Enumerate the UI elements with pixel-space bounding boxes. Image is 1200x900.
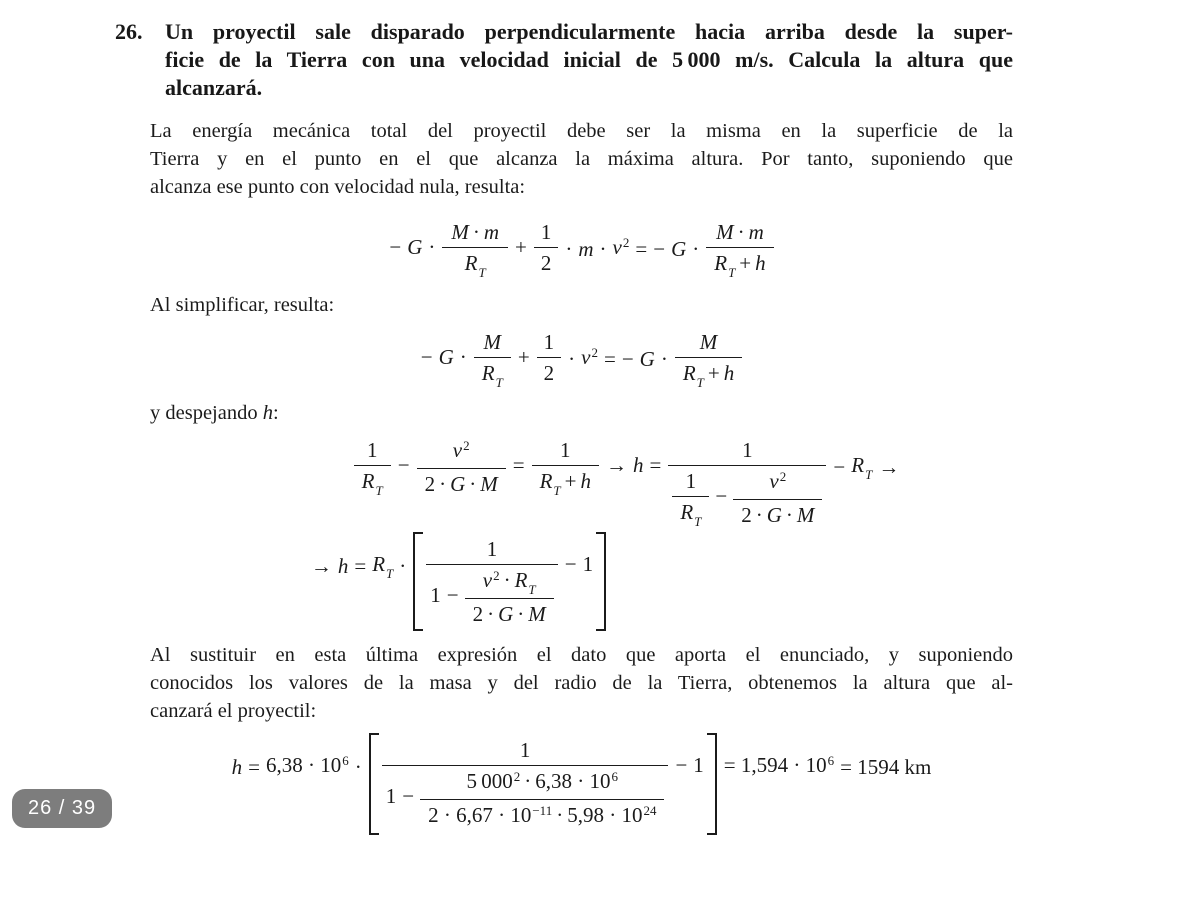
math-expression bbox=[389, 219, 435, 260]
math-symbol: 2 bbox=[472, 602, 484, 626]
numerator: 1 bbox=[382, 737, 669, 766]
math-expression bbox=[421, 329, 467, 370]
math-subscript: T bbox=[696, 375, 704, 390]
math-subscript: T bbox=[694, 514, 702, 529]
denominator bbox=[382, 766, 669, 831]
arrow-symbol: → bbox=[606, 453, 627, 477]
fraction bbox=[474, 329, 511, 389]
fraction bbox=[465, 567, 554, 627]
math-symbol: − bbox=[446, 583, 459, 607]
math-symbol bbox=[613, 234, 630, 263]
paragraph-line: Al sustituir en esta última expresión el dato que aporta el enunciado, y suponiendo bbox=[150, 644, 1013, 666]
equation-simplified bbox=[150, 329, 1013, 389]
fraction bbox=[354, 437, 391, 497]
math-symbol: R bbox=[714, 251, 728, 275]
denominator bbox=[706, 248, 773, 279]
fraction bbox=[675, 329, 742, 389]
math-subscript: T bbox=[865, 467, 873, 482]
fraction bbox=[534, 219, 559, 276]
math-symbol: M bbox=[528, 602, 546, 626]
math-number: 5,98 · 10 bbox=[567, 803, 643, 827]
math-symbol: G bbox=[766, 503, 782, 527]
math-symbol: R bbox=[514, 568, 528, 592]
denominator: 2 bbox=[540, 251, 552, 275]
math-symbol: · bbox=[599, 236, 607, 261]
math-number bbox=[428, 802, 552, 831]
math-symbol: = bbox=[635, 236, 648, 261]
solution-body bbox=[150, 117, 1013, 835]
math-superscript: 24 bbox=[643, 803, 657, 818]
math-symbol: + bbox=[517, 345, 530, 369]
paragraph-line: La energía mecánica total del proyectil debe ser la misma en la superficie de la bbox=[150, 120, 1013, 142]
math-symbol: G bbox=[671, 236, 687, 261]
math-symbol bbox=[372, 551, 393, 580]
left-bracket bbox=[413, 532, 423, 631]
math-superscript: 2 bbox=[493, 568, 500, 583]
math-symbol: · bbox=[737, 220, 745, 244]
math-subscript: T bbox=[528, 582, 536, 597]
solution-paragraph bbox=[150, 117, 1013, 201]
math-symbol: − bbox=[402, 784, 415, 808]
page-indicator-badge: 26 / 39 bbox=[12, 789, 112, 828]
math-symbol bbox=[714, 250, 735, 279]
label-text: : bbox=[272, 402, 279, 424]
paragraph-line: conocidos los valores de la masa y del radio de la Tierra, obtenemos la altura que al- bbox=[150, 672, 1013, 694]
paragraph-line: Tierra y en el punto en el que alcanza la máxima altura. Por tanto, suponiendo que bbox=[150, 148, 1013, 170]
math-symbol: · bbox=[439, 472, 447, 496]
numerator bbox=[465, 567, 554, 599]
fraction bbox=[532, 437, 599, 497]
math-symbol bbox=[483, 567, 500, 596]
math-symbol: h bbox=[337, 553, 349, 578]
math-symbol: R bbox=[481, 361, 495, 385]
math-expression bbox=[833, 437, 899, 481]
math-symbol: · bbox=[524, 769, 532, 793]
math-superscript: 6 bbox=[342, 753, 349, 768]
bracket-content bbox=[379, 733, 707, 835]
math-symbol: M bbox=[699, 330, 718, 354]
math-symbol: v bbox=[612, 235, 622, 259]
fraction bbox=[420, 768, 664, 831]
math-symbol: − bbox=[420, 345, 433, 369]
math-number: 5 000 bbox=[466, 769, 513, 793]
math-subscript: T bbox=[375, 483, 383, 498]
math-symbol: · bbox=[785, 503, 793, 527]
math-number bbox=[266, 752, 349, 781]
math-symbol: v bbox=[581, 345, 591, 369]
left-bracket bbox=[369, 733, 379, 835]
math-symbol bbox=[851, 452, 872, 481]
denominator bbox=[420, 800, 664, 831]
math-number bbox=[724, 752, 834, 781]
math-symbol: G bbox=[498, 602, 514, 626]
math-symbol: 1 bbox=[430, 583, 441, 607]
numerator: 1 bbox=[672, 468, 709, 497]
arrow-symbol: → bbox=[310, 553, 332, 578]
math-superscript: 6 bbox=[827, 753, 835, 768]
denominator bbox=[426, 565, 558, 627]
math-symbol: h bbox=[262, 402, 273, 424]
label-text: y despejando bbox=[150, 402, 258, 424]
fraction bbox=[537, 329, 562, 386]
math-symbol: M bbox=[716, 220, 734, 244]
denominator bbox=[668, 466, 826, 528]
math-symbol: M bbox=[796, 503, 815, 527]
math-symbol: G bbox=[450, 472, 466, 496]
denominator bbox=[532, 466, 599, 497]
math-symbol: · bbox=[755, 503, 763, 527]
math-symbol: v bbox=[452, 438, 463, 462]
math-expression bbox=[518, 329, 530, 370]
math-symbol: 1 bbox=[693, 753, 704, 777]
statement-line: Un proyectil sale disparado perpendicularmente hacia arriba desde la super- bbox=[165, 19, 1013, 44]
numerator: 1 bbox=[537, 329, 562, 358]
math-superscript: 6 bbox=[611, 769, 618, 784]
math-symbol: v bbox=[769, 469, 779, 493]
math-symbol: = bbox=[649, 453, 662, 477]
denominator bbox=[733, 500, 822, 528]
math-symbol: h bbox=[755, 251, 766, 275]
math-symbol: h bbox=[231, 754, 243, 779]
math-symbol: G bbox=[407, 235, 423, 259]
math-symbol: R bbox=[464, 251, 478, 275]
equation-energy-conservation bbox=[150, 219, 1013, 279]
denominator bbox=[442, 248, 508, 279]
math-symbol: R bbox=[682, 361, 696, 385]
math-symbol: − bbox=[675, 753, 688, 777]
math-expression bbox=[515, 219, 527, 260]
math-symbol bbox=[683, 360, 704, 389]
math-symbol bbox=[581, 344, 598, 373]
math-number: = 1594 km bbox=[840, 754, 932, 779]
math-symbol: · bbox=[428, 235, 436, 259]
math-expression bbox=[386, 768, 414, 809]
math-symbol bbox=[453, 437, 470, 466]
math-symbol: h bbox=[580, 469, 591, 493]
math-symbol: R bbox=[539, 469, 553, 493]
math-expression bbox=[311, 536, 406, 580]
math-symbol: h bbox=[633, 453, 644, 477]
math-expression bbox=[724, 737, 932, 781]
numerator: 1 bbox=[668, 437, 826, 466]
math-symbol: · bbox=[568, 346, 576, 371]
math-symbol: + bbox=[739, 251, 752, 275]
math-subscript: T bbox=[386, 566, 394, 581]
statement-line: ficie de la Tierra con una velocidad inicial de 5 000 m/s. Calcula la altura que bbox=[165, 47, 1013, 72]
math-symbol: − bbox=[397, 453, 410, 477]
numerator: 1 bbox=[532, 437, 599, 466]
math-symbol: 2 bbox=[741, 503, 752, 527]
bracket-group bbox=[369, 733, 717, 835]
math-number: 6,38 · 10 bbox=[266, 753, 342, 777]
math-symbol: · bbox=[692, 236, 700, 261]
math-symbol bbox=[515, 567, 536, 596]
math-symbol: − bbox=[621, 346, 634, 371]
fraction bbox=[733, 468, 822, 528]
problem-statement bbox=[115, 18, 1013, 102]
numerator: 1 bbox=[426, 536, 558, 565]
math-symbol: = bbox=[354, 553, 367, 578]
math-symbol: · bbox=[556, 803, 564, 827]
numerator bbox=[733, 468, 822, 500]
math-symbol: + bbox=[707, 361, 720, 385]
math-symbol: M bbox=[483, 330, 502, 354]
math-symbol: 2 bbox=[424, 472, 436, 496]
math-symbol: 1 bbox=[582, 552, 594, 576]
bracket-content bbox=[423, 532, 596, 631]
right-bracket bbox=[707, 733, 717, 835]
paragraph-line: canzará el proyectil: bbox=[150, 700, 317, 722]
big-fraction bbox=[426, 536, 558, 627]
math-expression bbox=[565, 219, 699, 263]
math-expression bbox=[232, 737, 362, 781]
math-symbol: · bbox=[472, 220, 480, 244]
math-symbol: M bbox=[451, 220, 469, 244]
math-symbol: · bbox=[459, 345, 467, 369]
math-superscript: 2 bbox=[463, 438, 470, 453]
math-symbol: · bbox=[469, 472, 477, 496]
math-symbol: R bbox=[372, 552, 386, 576]
math-symbol: R bbox=[851, 453, 865, 477]
math-symbol: + bbox=[515, 235, 527, 259]
math-symbol: h bbox=[723, 361, 735, 385]
math-symbol: = bbox=[512, 453, 525, 477]
numerator bbox=[442, 219, 508, 248]
math-symbol: − bbox=[833, 454, 846, 479]
big-fraction bbox=[382, 737, 669, 831]
problem-number: 26. bbox=[115, 19, 143, 44]
math-symbol: · bbox=[517, 602, 525, 626]
math-symbol: m bbox=[483, 220, 500, 244]
math-number bbox=[535, 768, 618, 797]
math-number: 6,38 · 10 bbox=[535, 769, 611, 793]
bracket-group bbox=[413, 532, 606, 631]
math-symbol: + bbox=[564, 469, 577, 493]
fraction bbox=[706, 219, 773, 279]
math-number: 2 · 6,67 · 10 bbox=[428, 803, 532, 827]
math-subscript: T bbox=[728, 265, 736, 280]
numerator bbox=[675, 329, 742, 358]
numerator: 1 bbox=[354, 437, 391, 466]
math-symbol: M bbox=[480, 472, 498, 496]
label-al-simplificar: Al simplificar, resulta: bbox=[150, 294, 335, 316]
numerator bbox=[420, 768, 664, 800]
numerator bbox=[417, 437, 506, 469]
math-symbol: 1 bbox=[385, 784, 397, 808]
math-symbol: m bbox=[748, 220, 764, 244]
denominator bbox=[675, 358, 742, 389]
math-number: = 1,594 · 10 bbox=[723, 753, 827, 777]
paragraph-line: alcanza ese punto con velocidad nula, resulta: bbox=[150, 176, 526, 198]
math-expression bbox=[715, 468, 727, 509]
label-despejando bbox=[150, 399, 1013, 427]
math-subscript: T bbox=[478, 265, 486, 280]
math-symbol: − bbox=[715, 484, 728, 508]
arrow-symbol: → bbox=[878, 454, 900, 479]
math-superscript: 2 bbox=[513, 769, 521, 784]
numerator: 1 bbox=[534, 219, 559, 248]
equation-numeric-result bbox=[150, 737, 1013, 835]
numerator bbox=[474, 329, 511, 358]
math-symbol bbox=[465, 250, 486, 279]
math-number bbox=[567, 802, 656, 831]
math-symbol bbox=[362, 468, 383, 497]
math-symbol: v bbox=[482, 568, 493, 592]
math-symbol bbox=[769, 468, 786, 497]
math-symbol bbox=[540, 468, 561, 497]
fraction bbox=[417, 437, 506, 497]
math-expression bbox=[606, 437, 661, 478]
math-symbol: G bbox=[438, 345, 454, 369]
denominator bbox=[672, 497, 709, 528]
denominator bbox=[465, 599, 554, 627]
math-symbol: − bbox=[653, 236, 666, 261]
math-expression bbox=[675, 737, 703, 778]
math-symbol: − bbox=[564, 552, 577, 576]
math-symbol bbox=[482, 360, 503, 389]
math-expression bbox=[513, 437, 525, 478]
math-subscript: T bbox=[495, 375, 503, 390]
math-superscript: 2 bbox=[591, 345, 598, 360]
denominator bbox=[474, 358, 511, 389]
fraction bbox=[442, 219, 508, 279]
denominator bbox=[354, 466, 391, 497]
math-number bbox=[467, 768, 521, 797]
math-symbol: − bbox=[389, 235, 402, 259]
math-expression bbox=[565, 536, 593, 577]
math-symbol: = bbox=[248, 754, 260, 779]
math-symbol: · bbox=[503, 568, 511, 592]
math-expression bbox=[430, 567, 458, 608]
numerator bbox=[706, 219, 773, 248]
math-superscript: −11 bbox=[532, 803, 553, 818]
math-symbol bbox=[680, 499, 701, 528]
denominator: 2 bbox=[543, 361, 555, 385]
math-symbol: m bbox=[578, 236, 594, 261]
solution-paragraph bbox=[150, 641, 1013, 725]
math-subscript: T bbox=[553, 483, 561, 498]
math-symbol: = bbox=[603, 346, 616, 371]
equation-solve-for-h bbox=[195, 437, 1058, 528]
math-superscript: 2 bbox=[622, 235, 630, 250]
right-bracket bbox=[596, 532, 606, 631]
math-symbol: · bbox=[565, 236, 573, 261]
math-symbol: R bbox=[361, 469, 375, 493]
math-symbol: · bbox=[354, 754, 362, 779]
math-symbol: · bbox=[399, 553, 407, 578]
fraction bbox=[672, 468, 709, 528]
math-superscript: 2 bbox=[779, 469, 787, 484]
math-symbol: R bbox=[680, 500, 694, 524]
big-fraction bbox=[668, 437, 826, 528]
statement-line: alcanzará. bbox=[165, 75, 263, 100]
denominator bbox=[417, 469, 506, 497]
math-symbol: · bbox=[660, 346, 668, 371]
math-symbol: · bbox=[487, 602, 495, 626]
math-expression bbox=[568, 329, 668, 373]
math-expression bbox=[398, 437, 410, 478]
equation-h-bracket-form bbox=[27, 536, 890, 631]
math-symbol: G bbox=[639, 346, 655, 371]
